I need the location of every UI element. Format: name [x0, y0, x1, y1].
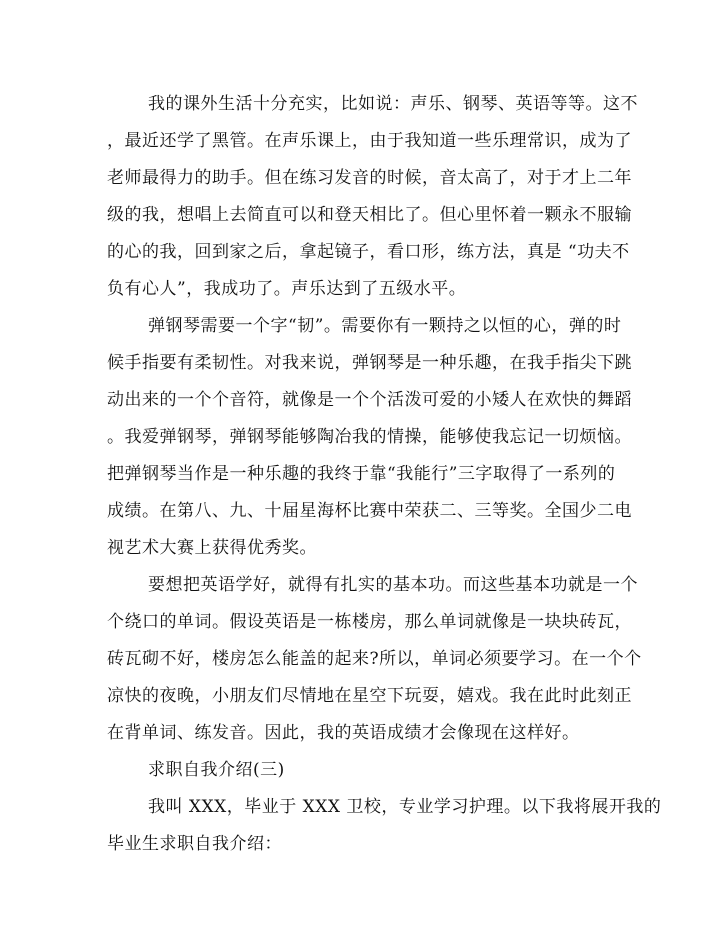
- paragraph-1-line-4: 级的我，想唱上去简直可以和登天相比了。但心里怀着一颗永不服输: [107, 205, 632, 225]
- paragraph-2-line-2: 候手指要有柔韧性。对我来说，弹钢琴是一种乐趣，在我手指尖下跳: [107, 353, 632, 373]
- paragraph-3-line-1: 要想把英语学好，就得有扎实的基本功。而这些基本功就是一个: [148, 575, 638, 595]
- paragraph-1-line-2: ，最近还学了黑管。在声乐课上，由于我知道一些乐理常识，成为了: [107, 131, 632, 151]
- paragraph-3-line-2: 个绕口的单词。假设英语是一栋楼房，那么单词就像是一块块砖瓦，: [107, 612, 632, 632]
- paragraph-1-line-5: 的心的我，回到家之后，拿起镜子，看口形，练方法，真是 “功夫不: [107, 242, 630, 262]
- section-heading: 求职自我介绍(三): [148, 760, 285, 780]
- paragraph-1-line-1: 我的课外生活十分充实，比如说：声乐、钢琴、英语等等。这不: [148, 94, 638, 114]
- paragraph-2-line-7: 视艺术大赛上获得优秀奖。: [107, 538, 317, 558]
- paragraph-1-line-6: 负有心人”，我成功了。声乐达到了五级水平。: [107, 279, 467, 299]
- paragraph-2-line-5: 把弹钢琴当作是一种乐趣的我终于靠“我能行”三字取得了一系列的: [107, 464, 616, 484]
- paragraph-3-line-3: 砖瓦砌不好，楼房怎么能盖的起来?所以，单词必须要学习。在一个个: [107, 649, 642, 669]
- paragraph-2-line-3: 动出来的一个个音符，就像是一个个活泼可爱的小矮人在欢快的舞蹈: [107, 390, 632, 410]
- paragraph-5-line-2: 毕业生求职自我介绍：: [107, 834, 282, 854]
- paragraph-5-line-1: 我叫 XXX，毕业于 XXX 卫校，专业学习护理。以下我将展开我的: [148, 797, 662, 817]
- paragraph-2-line-4: 。我爱弹钢琴，弹钢琴能够陶冶我的情操，能够使我忘记一切烦恼。: [107, 427, 632, 447]
- paragraph-3-line-4: 凉快的夜晚，小朋友们尽情地在星空下玩耍，嬉戏。我在此时此刻正: [107, 686, 632, 706]
- paragraph-3-line-5: 在背单词、练发音。因此，我的英语成绩才会像现在这样好。: [107, 723, 580, 743]
- paragraph-2-line-6: 成绩。在第八、九、十届星海杯比赛中荣获二、三等奖。全国少二电: [107, 501, 632, 521]
- paragraph-1-line-3: 老师最得力的助手。但在练习发音的时候，音太高了，对于才上二年: [107, 168, 632, 188]
- paragraph-2-line-1: 弹钢琴需要一个字“韧”。需要你有一颗持之以恒的心，弹的时: [148, 316, 622, 336]
